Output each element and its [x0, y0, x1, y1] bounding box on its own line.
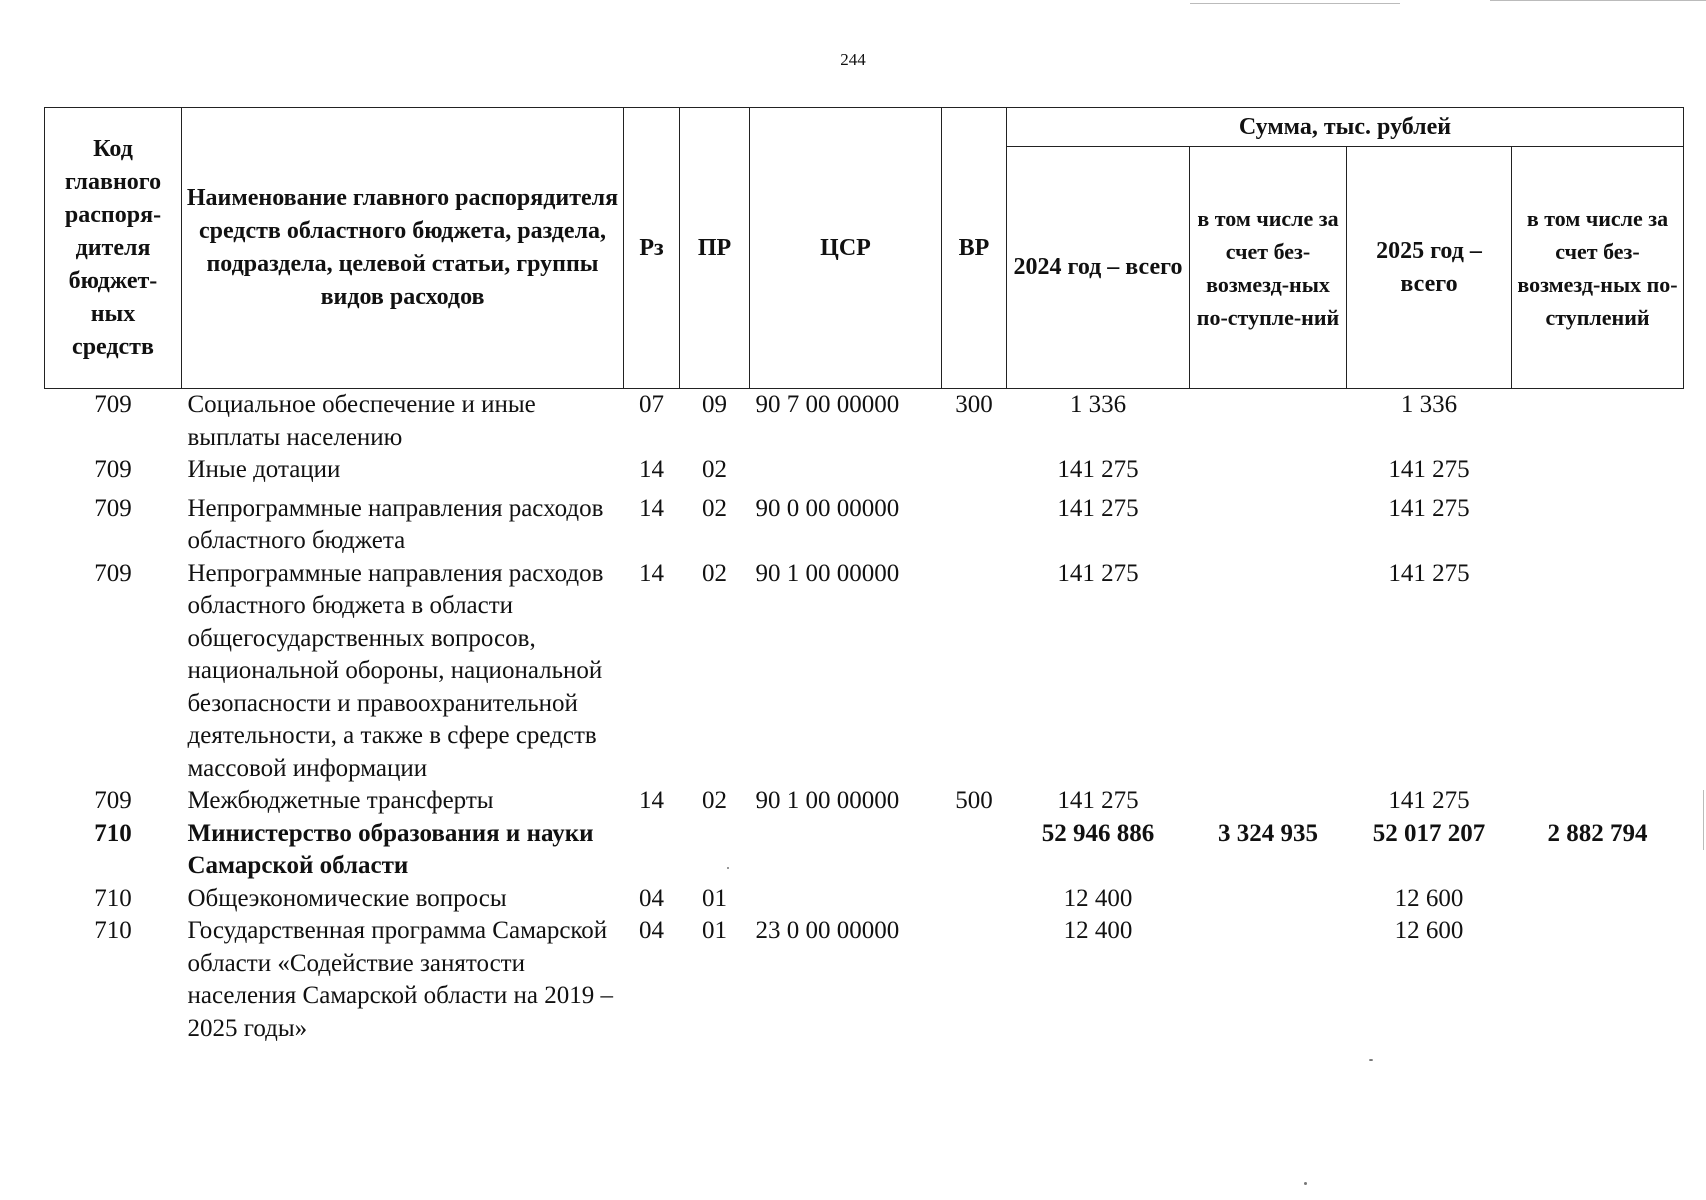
cell-vr	[942, 558, 1007, 786]
cell-rz	[624, 818, 680, 883]
cell-2024-gratuitous	[1190, 785, 1347, 818]
table-body	[45, 389, 1684, 1046]
cell-2025-total: 1 336	[1400, 391, 1458, 418]
cell-name: Государственная программа Самарской области «Содействие занятости населения Самарской области на 2019 – 2025 годы»	[187, 917, 613, 1042]
cell-2025-gratuitous	[1512, 454, 1684, 487]
table-row-ministry-total	[45, 818, 1684, 883]
header-2025-total: 2025 год – всего	[1347, 147, 1512, 389]
cell-vr	[942, 883, 1007, 916]
cell-pr: 09	[702, 391, 727, 418]
header-rz: Рз	[624, 108, 680, 389]
cell-pr	[680, 818, 750, 883]
table-row	[45, 454, 1684, 487]
cell-2024-gratuitous	[1190, 389, 1347, 455]
scan-speck	[1369, 1059, 1373, 1061]
header-pr: ПР	[680, 108, 750, 389]
cell-2024-gratuitous	[1190, 915, 1347, 1045]
cell-name: Социальное обеспечение и иные выплаты населению	[187, 391, 536, 451]
cell-vr: 500	[955, 787, 993, 814]
cell-csr: 90 7 00 00000	[755, 391, 900, 418]
cell-name: Общеэкономические вопросы	[187, 884, 507, 912]
cell-code: 709	[94, 456, 132, 483]
cell-2025-gratuitous	[1512, 558, 1684, 786]
cell-rz: 14	[639, 456, 664, 483]
cell-csr	[750, 883, 942, 916]
cell-code: 710	[94, 884, 132, 912]
cell-2025-total: 12 600	[1394, 884, 1464, 912]
budget-table-container	[44, 107, 1683, 1045]
cell-2024-gratuitous	[1190, 454, 1347, 487]
cell-2024-total: 141 275	[1057, 494, 1139, 522]
scan-edge-line	[1190, 3, 1400, 4]
cell-rz: 14	[639, 494, 664, 522]
budget-table	[44, 107, 1684, 1045]
cell-name: Межбюджетные трансферты	[187, 787, 494, 814]
table-header	[45, 108, 1684, 389]
cell-2025-gratuitous	[1512, 785, 1684, 818]
cell-csr	[750, 454, 942, 487]
header-sum-group: Сумма, тыс. рублей	[1007, 108, 1684, 147]
cell-rz: 07	[639, 391, 664, 418]
cell-2025-total: 141 275	[1388, 787, 1470, 814]
cell-pr: 02	[702, 787, 727, 814]
cell-2024-gratuitous	[1190, 487, 1347, 558]
cell-2025-gratuitous	[1512, 487, 1684, 558]
cell-rz: 04	[639, 884, 664, 912]
page-number: 244	[840, 50, 866, 69]
cell-name: Министерство образования и науки Самарской области	[187, 819, 594, 879]
cell-csr: 90 0 00 00000	[755, 494, 900, 522]
header-code: Код главного распоря-дителя бюджет-ных средств	[45, 108, 182, 389]
table-row	[45, 785, 1684, 818]
header-name: Наименование главного распорядителя средств областного бюджета, раздела, подраздела, целевой статьи, группы видов расходов	[182, 108, 624, 389]
scan-edge-line	[1490, 0, 1706, 1]
cell-2025-gratuitous	[1512, 883, 1684, 916]
cell-2025-total: 141 275	[1388, 494, 1470, 522]
scan-speck	[1304, 1182, 1307, 1185]
cell-2024-gratuitous: 3 324 935	[1218, 819, 1318, 847]
table-row	[45, 558, 1684, 786]
cell-pr: 01	[702, 884, 727, 912]
cell-2025-total: 141 275	[1388, 456, 1470, 483]
header-2025-gratuitous: в том числе за счет без-возмезд-ных по-ступлений	[1512, 147, 1684, 389]
header-2024-total: 2024 год – всего	[1007, 147, 1190, 389]
cell-code: 709	[94, 494, 132, 522]
cell-name: Непрограммные направления расходов областного бюджета в области общегосударственных вопросов, национальной обороны, национальной безопасности и правоохранительной деятельности, а также в сфере средств массовой информации	[187, 559, 604, 782]
cell-2024-total: 1 336	[1069, 391, 1127, 418]
scan-speck	[727, 867, 729, 869]
cell-pr: 01	[702, 917, 727, 944]
cell-code: 710	[94, 917, 132, 944]
cell-vr	[942, 487, 1007, 558]
cell-2025-total: 52 017 207	[1372, 819, 1486, 847]
cell-code: 709	[94, 391, 132, 418]
cell-csr	[750, 818, 942, 883]
cell-2025-gratuitous	[1512, 389, 1684, 455]
table-row	[45, 915, 1684, 1045]
cell-2024-total: 12 400	[1063, 917, 1133, 944]
cell-code: 710	[94, 819, 132, 847]
cell-2024-gratuitous	[1190, 558, 1347, 786]
scan-edge-line	[1703, 790, 1704, 850]
cell-2025-total: 12 600	[1394, 917, 1464, 944]
cell-pr: 02	[702, 494, 727, 522]
cell-name: Непрограммные направления расходов областного бюджета	[187, 494, 604, 554]
cell-2025-gratuitous: 2 882 794	[1547, 819, 1648, 847]
cell-2024-total: 141 275	[1057, 456, 1139, 483]
cell-rz: 04	[639, 917, 664, 944]
cell-csr: 23 0 00 00000	[755, 917, 900, 944]
cell-vr: 300	[955, 391, 993, 418]
table-row	[45, 487, 1684, 558]
header-vr: ВР	[942, 108, 1007, 389]
header-2024-gratuitous: в том числе за счет без-возмезд-ных по-ступле-ний	[1190, 147, 1347, 389]
cell-pr: 02	[702, 456, 727, 483]
cell-2024-total: 141 275	[1057, 787, 1139, 814]
cell-2024-total: 12 400	[1063, 884, 1133, 912]
cell-2025-gratuitous	[1512, 915, 1684, 1045]
cell-name: Иные дотации	[187, 456, 341, 483]
table-row	[45, 389, 1684, 455]
cell-2024-total: 52 946 886	[1041, 819, 1155, 847]
cell-vr	[942, 915, 1007, 1045]
cell-csr: 90 1 00 00000	[755, 787, 900, 814]
cell-2024-gratuitous	[1190, 883, 1347, 916]
cell-pr: 02	[702, 559, 727, 587]
cell-code: 709	[94, 787, 132, 814]
cell-2024-total: 141 275	[1057, 559, 1139, 587]
cell-vr	[942, 454, 1007, 487]
header-csr: ЦСР	[750, 108, 942, 389]
cell-2025-total: 141 275	[1388, 559, 1470, 587]
cell-code: 709	[94, 559, 132, 587]
cell-vr	[942, 818, 1007, 883]
cell-rz: 14	[639, 559, 664, 587]
table-row	[45, 883, 1684, 916]
cell-rz: 14	[639, 787, 664, 814]
cell-csr: 90 1 00 00000	[755, 559, 900, 587]
